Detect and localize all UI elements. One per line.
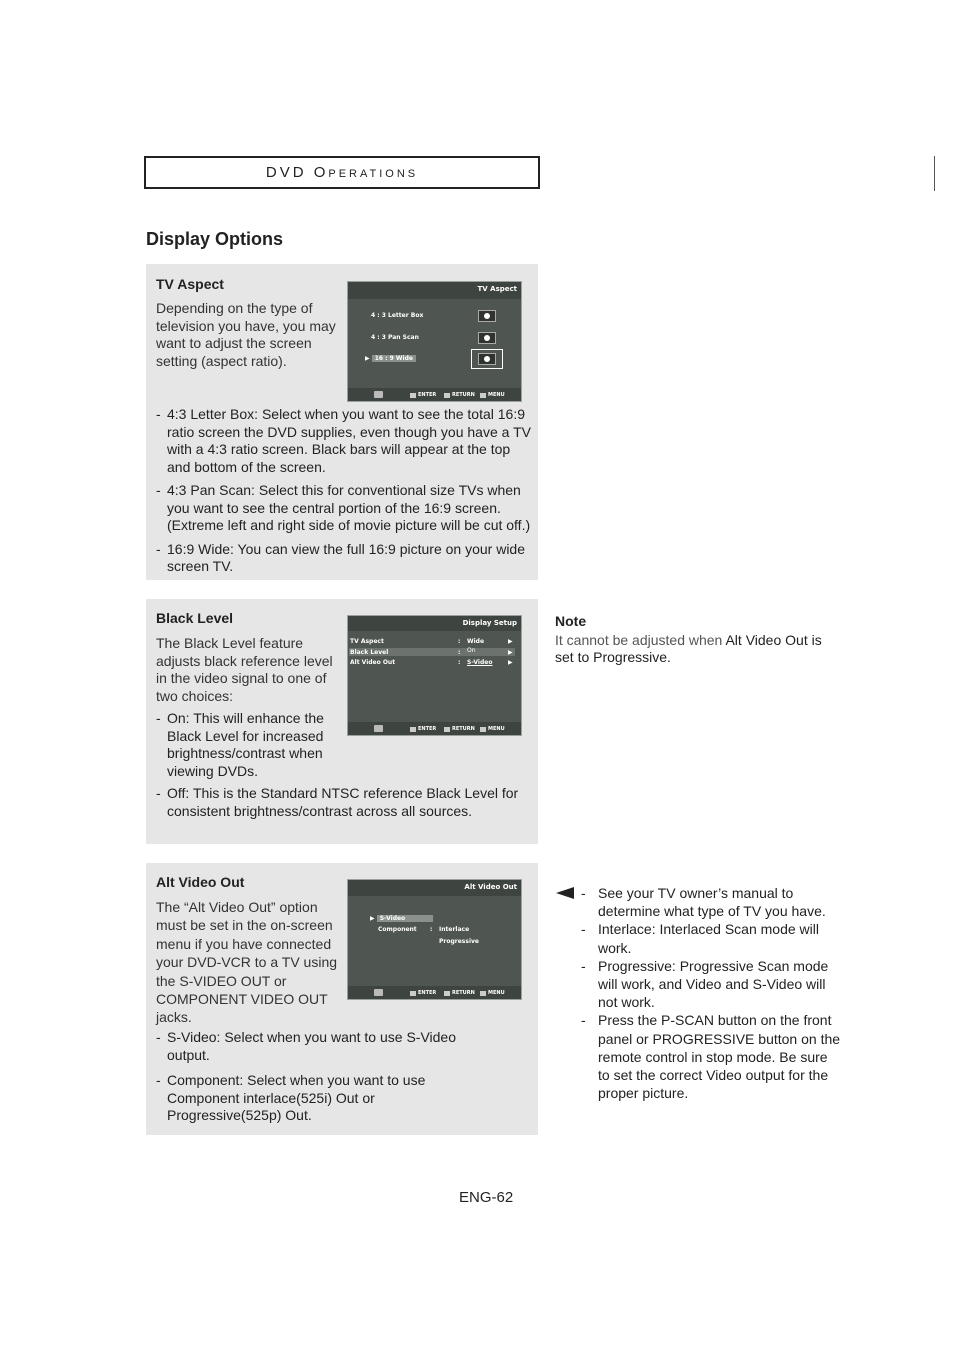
list-item: - 4:3 Letter Box: Select when you want to see the total 16:9 ratio screen the DVD supplies, even though you have a TV with a 4:3 ratio screen. Black bars will appear at the top and bottom of the screen. xyxy=(156,406,531,475)
selection-arrow-icon: ▶ xyxy=(370,915,375,922)
right-notes xyxy=(581,884,841,1102)
screen-title-bar xyxy=(348,880,521,896)
row-separator: : xyxy=(458,649,461,656)
list-item: - S-Video: Select when you want to use S-Video output. xyxy=(156,1029,456,1063)
note-title: Note xyxy=(555,613,587,629)
black-level-panel xyxy=(146,599,538,844)
list-item: - Progressive: Progressive Scan mode will work, and Video and S-Video will not work. xyxy=(581,957,829,1011)
row-alt-video-label[interactable]: Alt Video Out xyxy=(350,659,396,666)
tv-aspect-title: TV Aspect xyxy=(156,276,224,292)
screen-hint-bar xyxy=(348,722,521,735)
return-hint: RETURN xyxy=(444,990,475,996)
menu-hint: MENU xyxy=(480,726,505,732)
section-title: DVD Operations xyxy=(265,164,419,181)
page-number: ENG-62 xyxy=(459,1189,514,1206)
nav-keys-icon xyxy=(374,989,383,996)
section-title-box xyxy=(144,156,540,189)
option-wide-label: 16 : 9 Wide xyxy=(372,355,416,362)
alt-video-out-bullets xyxy=(156,1029,456,1131)
list-item: - Press the P-SCAN button on the front panel or PROGRESSIVE button on the remote control in stop mode. Be sure to set the correct Video output for the proper picture. xyxy=(581,1012,841,1102)
nav-keys-icon xyxy=(374,391,383,398)
chevron-right-icon: ▶ xyxy=(508,649,513,656)
screen-title-bar xyxy=(348,282,521,299)
row-alt-video-value: S-Video xyxy=(467,659,493,666)
option-wide[interactable] xyxy=(365,355,416,362)
selection-arrow-icon: ▶ xyxy=(365,355,370,362)
screen-title: TV Aspect xyxy=(477,285,517,293)
chevron-right-icon: ▶ xyxy=(508,638,513,645)
black-level-bullets-top xyxy=(156,710,336,786)
display-setup-screen xyxy=(347,615,522,736)
letter-box-radio-icon[interactable] xyxy=(478,310,496,322)
option-interlace[interactable]: Interlace xyxy=(439,926,470,933)
row-tv-aspect-label[interactable]: TV Aspect xyxy=(350,638,384,645)
list-item: - See your TV owner’s manual to determine what type of TV you have. xyxy=(581,885,826,920)
chevron-right-icon: ▶ xyxy=(508,659,513,666)
page-title: Display Options xyxy=(146,229,284,249)
note-text: It cannot be adjusted when Alt Video Out is set to Progressive. xyxy=(555,632,822,665)
list-item: - 4:3 Pan Scan: Select this for conventional size TVs when you want to see the central portion of the 16:9 screen. (Extreme left and right side of movie picture will be cut off.) xyxy=(156,482,531,533)
enter-hint: ENTER xyxy=(410,392,436,398)
screen-title: Alt Video Out xyxy=(464,883,517,891)
enter-hint: ENTER xyxy=(410,990,436,996)
option-svideo[interactable]: ▶ S-Video xyxy=(370,915,433,922)
list-item: - Interlace: Interlaced Scan mode will work. xyxy=(581,921,819,956)
black-level-bullets-bottom xyxy=(156,785,531,826)
enter-hint: ENTER xyxy=(410,726,436,732)
option-progressive[interactable]: Progressive xyxy=(439,938,479,945)
alt-video-out-intro: The “Alt Video Out” option must be set in the on-screen menu if you have connected your DVD-VCR to a TV using the S-VIDEO OUT or COMPONENT VIDEO OUT jacks. xyxy=(156,899,338,1026)
black-level-title: Black Level xyxy=(156,610,234,626)
return-hint: RETURN xyxy=(444,726,475,732)
list-item: - 16:9 Wide: You can view the full 16:9 picture on your wide screen TV. xyxy=(156,540,525,574)
row-tv-aspect-value: Wide xyxy=(467,638,485,645)
list-item: - On: This will enhance the Black Level for increased brightness/contrast when viewing DVDs. xyxy=(156,710,324,779)
option-letter-box[interactable]: 4 : 3 Letter Box xyxy=(371,312,424,319)
tv-aspect-screen xyxy=(347,281,522,402)
screen-hint-bar xyxy=(348,986,521,999)
list-item: - Component: Select when you want to use Component interlace(525i) Out or Progressive(525p) Out. xyxy=(156,1072,426,1123)
wide-radio-icon[interactable] xyxy=(478,353,496,365)
alt-video-out-screen xyxy=(347,879,522,1000)
row-black-level-label[interactable]: Black Level xyxy=(350,649,389,656)
alt-video-out-title: Alt Video Out xyxy=(156,874,245,890)
tv-aspect-intro: Depending on the type of television you have, you may want to adjust the screen setting (aspect ratio). xyxy=(156,300,336,369)
screen-title-bar xyxy=(348,616,521,631)
tv-aspect-bullets xyxy=(156,406,531,582)
side-rule xyxy=(934,156,935,191)
screen-title: Display Setup xyxy=(462,619,517,627)
alt-video-out-panel xyxy=(146,863,538,1135)
pointer-icon xyxy=(556,887,574,899)
tv-aspect-panel xyxy=(146,264,538,580)
row-separator: : xyxy=(458,638,461,645)
option-pan-scan[interactable]: 4 : 3 Pan Scan xyxy=(371,334,419,341)
screen-hint-bar xyxy=(348,388,521,401)
return-hint: RETURN xyxy=(444,392,475,398)
nav-keys-icon xyxy=(374,725,383,732)
black-level-intro: The Black Level feature adjusts black reference level in the video signal to one of two choices: xyxy=(156,635,333,704)
row-black-level-value: On xyxy=(467,647,476,654)
menu-hint: MENU xyxy=(480,392,505,398)
option-component[interactable]: Component xyxy=(378,926,417,933)
row-separator: : xyxy=(430,926,433,933)
menu-hint: MENU xyxy=(480,990,505,996)
row-separator: : xyxy=(458,659,461,666)
list-item: - Off: This is the Standard NTSC reference Black Level for consistent brightness/contrast across all sources. xyxy=(156,785,519,819)
pan-scan-radio-icon[interactable] xyxy=(478,332,496,344)
